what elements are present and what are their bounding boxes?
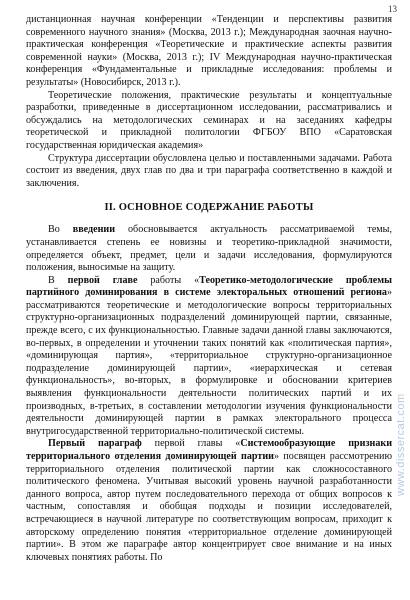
paragraph-first-section: [26, 438, 392, 564]
paragraph-structure: Структура диссертации обусловлена целью и поставленными задачами. Работа состоит из введения, двух глав по два и три параграфа соответственно в каждой и заключения.: [26, 152, 392, 189]
chapter-title: Теоретико-методологические проблемы партийного доминирования в системе электоральных отношений региона: [26, 274, 393, 299]
chapter-lead: В: [48, 274, 68, 286]
page-number: 13: [388, 4, 397, 14]
chapter-rest: » рассматриваются теоретические и методологические вопросы территориальных структурно-организационных подразделений доминирующей партии, связанные, прежде всего, с их функциональностью. Главные задачи данной главы заключаются, во-первых, в определении и уточнении таких понятий как «политическая партия», «доминирующая партия», «территориальное структурно-организационное подразделение доминирующей партии», «иерархическая и сетевая функциональность», во-вторых, в формулировке и обосновании критериев выявления функциональности деятельности политических партий и их производных, в-третьих, в составлении методологии изучения функциональности деятельности доминирующей партии в рамках электорального процесса внутригосударственной территориально-политической системы.: [26, 287, 392, 437]
chapter-mid: работы «: [137, 274, 200, 286]
section-title: Системообразующие признаки территориального отделения доминирующей партии: [26, 438, 393, 462]
paragraph-introduction: [26, 224, 392, 274]
section-rest: » посвящен рассмотрению территориального отделения политической партии как сложносоставного политического феномена. Учитывая высокий уровень научной разработанности данного вопроса, автор путем последовательного перехода от общих вопросов к частным, сопоставляя и обобщая подходы и позиции исследователей, встречающиеся в научной литературе по соответствующим вопросам, приходит к авторскому определению понятия «территориальное отделение доминирующей партии». В этом же параграфе автор концентрирует свое внимание и на иных ключевых понятиях работы. По: [26, 451, 392, 563]
section-bold-label: Первый параграф: [48, 438, 142, 450]
paragraph-first-chapter: [26, 275, 392, 439]
section-mid: первой главы «: [141, 438, 241, 450]
page-content: [26, 14, 392, 564]
section-heading: II. ОСНОВНОЕ СОДЕРЖАНИЕ РАБОТЫ: [104, 202, 314, 214]
intro-rest: обосновывается актуальность рассматриваемой темы, устанавливается степень ее новизны и теоретико-прикладной значимости, определяется объект, предмет, цели и задачи исследования, формулируются положения, выносимые на защиту.: [26, 224, 392, 274]
intro-lead: Во: [48, 224, 73, 236]
paragraph-conferences: дистанционная научная конференции «Тенденции и перспективы развития современного научного знания» (Москва, 2013 г.); Международная заочная научно-практическая конференция «Теоретические и практические аспекты развития современной науки» (Москва, 2013 г.); IV Международная научно-практическая конференция «Фундаментальные и прикладные исследования: проблемы и результаты» (Новосибирск, 2013 г.).: [26, 14, 392, 88]
chapter-bold-label: первой главе: [67, 274, 138, 286]
paragraph-approbation: Теоретические положения, практические результаты и концептуальные разработки, приведенные в диссертационном исследовании, рассматривались и обсуждались на методологических семинарах и на заседаниях кафедры теоретической и прикладной политологии ФГБОУ ВПО «Саратовская государственная юридическая академия»: [26, 89, 392, 151]
watermark: www.dissercat.com: [395, 393, 407, 497]
intro-bold: введении: [72, 224, 116, 236]
